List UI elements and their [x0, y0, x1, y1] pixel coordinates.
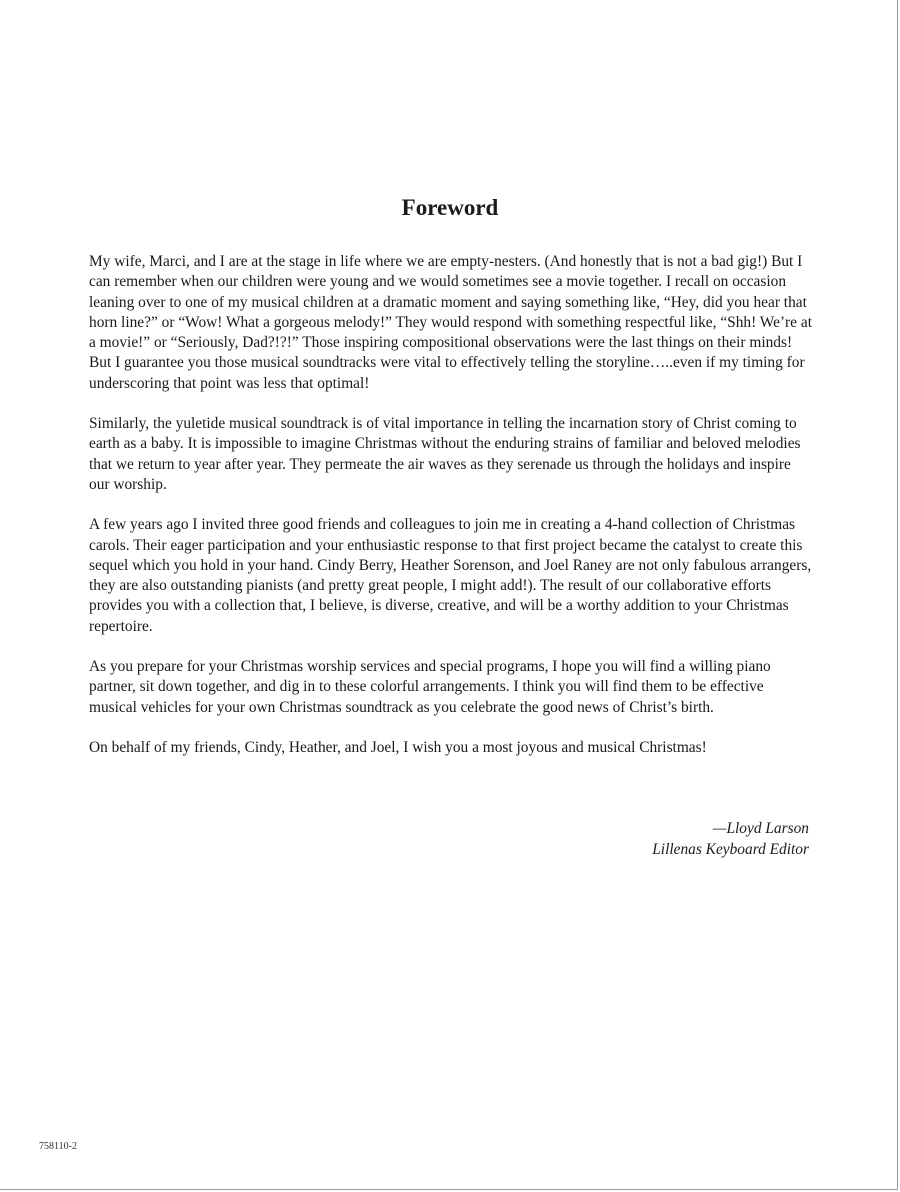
paragraph-text: On behalf of my friends, Cindy, Heather, and Joel, I wish you a most joyous and musical Christmas! [89, 738, 707, 756]
paragraph-text: Similarly, the yuletide musical soundtrack is of vital importance in telling the incarnation story of Christ coming to earth as a baby. It is impossible to imagine Christmas without the enduring strains of familiar and beloved melodies that we return to year after year. They permeate the air waves as they serenade us through the holidays and inspire our worship. [89, 415, 801, 493]
paragraph-3 [89, 515, 813, 637]
signature-role: Lillenas Keyboard Editor [652, 840, 809, 858]
paragraph-text: A few years ago I invited three good friends and colleagues to join me in creating a 4-hand collection of Christmas carols. Their eager participation and your enthusiastic response to that first project became the catalyst to create this sequel which you hold in your hand. Cindy Berry, Heather Sorenson, and Joel Raney are not only fabulous arrangers, they are also outstanding pianists (and pretty great people, I might add!). The result of our collaborative efforts provides you with a collection that, I believe, is diverse, creative, and will be a worthy addition to your Christmas repertoire. [89, 516, 812, 635]
page-title: Foreword [401, 195, 499, 220]
signature-name: —Lloyd Larson [712, 820, 809, 837]
foreword-body [89, 252, 813, 778]
paragraph-2 [89, 414, 813, 495]
paragraph-text: My wife, Marci, and I are at the stage in life where we are empty-nesters. (And honestly that is not a bad gig!) But I can remember when our children were young and we would sometimes see a movie together. I recall on occasion leaning over to one of my musical children at a dramatic moment and saying something like, “Hey, did you hear that horn line?” or “Wow! What a gorgeous melody!” They would respond with something respectful like, “Shh! We’re at a movie!” or “Seriously, Dad?!?!” Those inspiring compositional observations were the last things on their minds! But I guarantee you those musical soundtracks were vital to effectively telling the storyline…..even if my timing for underscoring that point was less that optimal! [89, 253, 812, 392]
signature-block [652, 819, 809, 860]
paragraph-text: As you prepare for your Christmas worship services and special programs, I hope you will find a willing piano partner, sit down together, and dig in to these colorful arrangements. I think you will find them to be effective musical vehicles for your own Christmas soundtrack as you celebrate the good news of Christ’s birth. [89, 658, 771, 716]
paragraph-1 [89, 252, 813, 394]
page-code: 758110-2 [39, 1141, 77, 1152]
paragraph-5 [89, 738, 813, 758]
paragraph-4 [89, 657, 813, 718]
